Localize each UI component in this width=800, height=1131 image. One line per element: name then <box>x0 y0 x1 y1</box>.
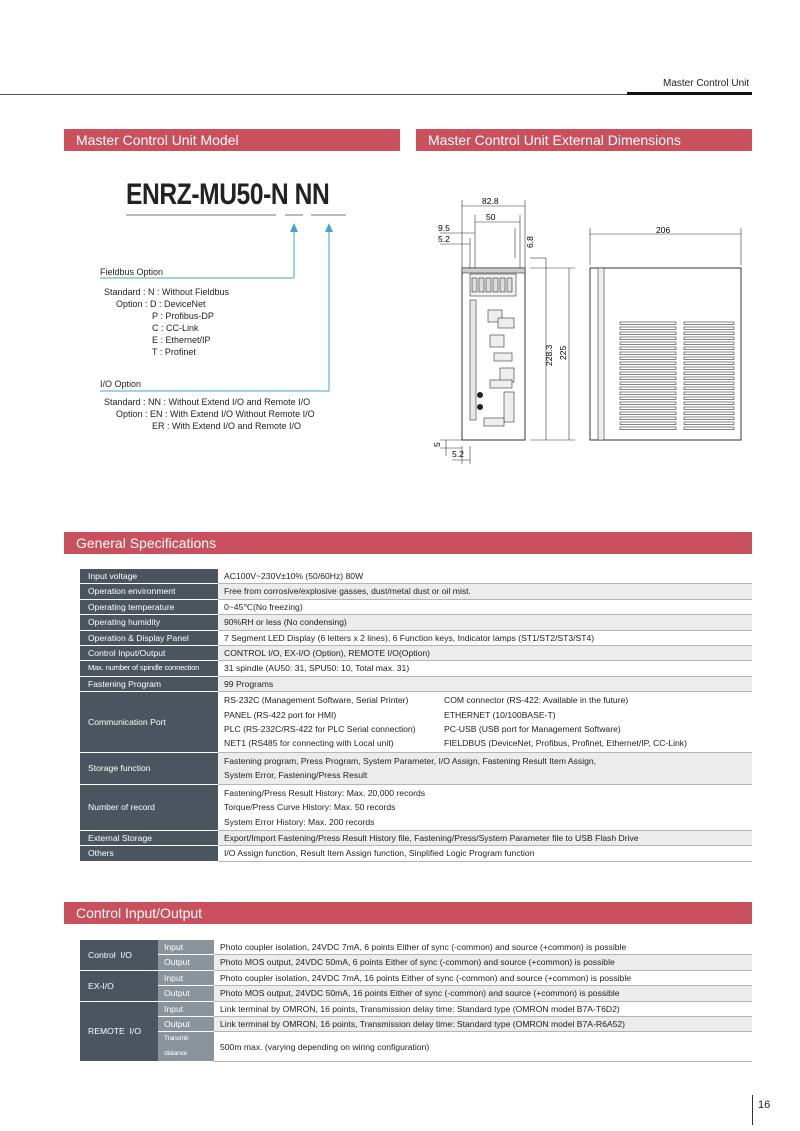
spec-value: 31 spindle (AU50: 31, SPU50: 10, Total max. 31) <box>218 661 752 676</box>
spec-label: Max. number of spindle connection <box>80 661 218 676</box>
table-row <box>80 646 752 661</box>
io-option-title: I/O Option <box>100 379 142 389</box>
table-row <box>80 692 752 753</box>
vent-slot <box>620 347 676 350</box>
dim-width-total: 82.8 <box>482 196 499 206</box>
vent-slot <box>620 352 676 355</box>
vent-slot <box>620 402 676 405</box>
spec-label: Control Input/Output <box>80 646 218 661</box>
dim-height-b: 225 <box>558 345 568 360</box>
vent-slot <box>620 322 676 325</box>
spec-label: External Storage <box>80 830 218 845</box>
vent-slot <box>684 422 734 425</box>
spec-label: Others <box>80 846 218 861</box>
comm-port-item: RS-232C (Management Software, Serial Printer) <box>224 695 409 706</box>
general-specs-title: General Specifications <box>64 532 752 554</box>
vent-slot <box>684 382 734 385</box>
vent-slot <box>684 357 734 360</box>
spec-label: Fastening Program <box>80 676 218 691</box>
spec-value: 0~45℃(No freezing) <box>218 599 752 614</box>
page-number: 16 <box>758 1099 771 1111</box>
model-code-base: ENRZ-MU50-N <box>126 178 289 211</box>
vent-slot <box>684 417 734 420</box>
spec-value <box>218 692 752 753</box>
vent-slot <box>684 352 734 355</box>
record-line: System Error History: Max. 200 records <box>224 816 375 827</box>
table-row <box>80 569 752 584</box>
table-row <box>80 630 752 645</box>
table-row <box>80 986 752 1001</box>
vent-slot <box>684 412 734 415</box>
vent-slot <box>620 327 676 330</box>
vent-slot <box>620 367 676 370</box>
spec-value: AC100V~230V±10% (50/60Hz) 80W <box>218 569 752 584</box>
vent-slot <box>620 422 676 425</box>
vent-slot <box>684 367 734 370</box>
vent-slot <box>684 392 734 395</box>
comm-port-item: COM connector (RS-422: Available in the future) <box>444 695 629 706</box>
spec-value: 90%RH or less (No condensing) <box>218 615 752 630</box>
io-sub-label: Output <box>158 986 214 1001</box>
io-value: Link terminal by OMRON, 16 points, Transmission delay time: Standard type (OMRON model B7A-R6A52) <box>214 1017 752 1032</box>
io-value: Photo coupler isolation, 24VDC 7mA, 16 points Either of sync (-common) and source (+common) is possible <box>214 970 752 985</box>
vent-slot <box>684 347 734 350</box>
io-group-label: Control I/O <box>80 940 158 970</box>
dim-height-a: 228.3 <box>544 344 554 366</box>
dim-offset-b: 5.2 <box>438 234 450 244</box>
vent-slot <box>684 337 734 340</box>
table-row <box>80 752 752 784</box>
table-row <box>80 830 752 845</box>
spec-value: 7 Segment LED Display (6 letters x 2 lines), 6 Function keys, Indicator lamps (ST1/ST2/ST3/ST4) <box>218 630 752 645</box>
vent-slot <box>684 362 734 365</box>
vent-slot <box>620 397 676 400</box>
vent-slot <box>684 407 734 410</box>
io-value: Photo coupler isolation, 24VDC 7mA, 6 points Either of sync (-common) and source (+common) is possible <box>214 940 752 955</box>
page-header-title: Master Control Unit <box>663 78 750 89</box>
fieldbus-option-title: Fieldbus Option <box>100 267 164 277</box>
dim-top: 6.8 <box>525 236 535 248</box>
vent-slot <box>620 342 676 345</box>
dimension-drawing <box>0 0 800 470</box>
io-sub-label: Transmit distance <box>158 1032 214 1062</box>
io-value: 500m max. (varying depending on wiring configuration) <box>214 1032 752 1062</box>
io-sub-label: Input <box>158 970 214 985</box>
dim-bottom-a: 5 <box>432 442 442 447</box>
model-section-title: Master Control Unit Model <box>64 129 400 151</box>
vent-slot <box>620 377 676 380</box>
table-row <box>80 955 752 970</box>
fieldbus-option-line: T : Profinet <box>152 347 196 357</box>
comm-port-item: PLC (RS-232C/RS-422 for PLC Serial connection) <box>224 724 416 735</box>
spec-value: Export/Import Fastening/Press Result History file, Fastening/Press/System Parameter file to USB Flash Drive <box>218 830 752 845</box>
vent-slot <box>684 322 734 325</box>
vent-slot <box>684 332 734 335</box>
io-group-label: REMOTE I/O <box>80 1001 158 1062</box>
control-io-table <box>80 940 752 1062</box>
table-row <box>80 940 752 955</box>
spec-label: Number of record <box>80 784 218 830</box>
spec-value: 99 Programs <box>218 676 752 691</box>
table-row <box>80 676 752 691</box>
vent-slot <box>684 377 734 380</box>
io-sub-label: Output <box>158 1017 214 1032</box>
io-sub-label: Input <box>158 1001 214 1016</box>
control-io-title: Control Input/Output <box>64 902 752 924</box>
spec-label: Operating temperature <box>80 599 218 614</box>
dim-offset-a: 9.5 <box>438 223 450 233</box>
vent-slot <box>620 337 676 340</box>
vent-slot <box>684 402 734 405</box>
dimensions-section-title: Master Control Unit External Dimensions <box>416 129 752 151</box>
storage-line: System Error, Fastening/Press Result <box>224 770 368 781</box>
vent-slot <box>620 412 676 415</box>
vent-slot <box>684 327 734 330</box>
record-line: Torque/Press Curve History: Max. 50 records <box>224 802 396 813</box>
fieldbus-option-line: Option : D : DeviceNet <box>116 299 206 309</box>
table-row <box>80 784 752 830</box>
vent-slot <box>620 387 676 390</box>
general-specs-table <box>80 569 752 862</box>
vent-slot <box>684 427 734 430</box>
comm-port-item: FIELDBUS (DeviceNet, Profibus, Profinet, Ethernet/IP, CC-Link) <box>444 738 687 749</box>
vent-slot <box>684 372 734 375</box>
vent-slot <box>684 387 734 390</box>
vent-slot <box>620 357 676 360</box>
vent-slot <box>620 372 676 375</box>
page-number-rule <box>752 1095 753 1125</box>
io-sub-label: Input <box>158 940 214 955</box>
io-group-label: EX-I/O <box>80 970 158 1001</box>
table-row <box>80 1032 752 1062</box>
vent-slot <box>620 417 676 420</box>
fieldbus-option-line: C : CC-Link <box>152 323 199 333</box>
model-code-suffix: NN <box>294 178 330 211</box>
table-row <box>80 584 752 599</box>
vent-slot <box>620 427 676 430</box>
spec-value: CONTROL I/O, EX-I/O (Option), REMOTE I/O(Option) <box>218 646 752 661</box>
io-value: Photo MOS output, 24VDC 50mA, 6 points Either of sync (-common) and source (+common) is possible <box>214 955 752 970</box>
spec-value <box>218 784 752 830</box>
table-row <box>80 846 752 861</box>
vent-slot <box>620 362 676 365</box>
spec-label: Communication Port <box>80 692 218 753</box>
spec-value <box>218 752 752 784</box>
record-line: Fastening/Press Result History: Max. 20,000 records <box>224 787 426 798</box>
io-value: Photo MOS output, 24VDC 50mA, 16 points Either of sync (-common) and source (+common) is possible <box>214 986 752 1001</box>
comm-port-item: PANEL (RS-422 port for HMI) <box>224 709 337 720</box>
vent-slot <box>684 342 734 345</box>
fieldbus-option-line: Standard : N : Without Fieldbus <box>104 287 230 297</box>
spec-label: Input voltage <box>80 569 218 584</box>
io-option-line: Standard : NN : Without Extend I/O and Remote I/O <box>104 397 311 407</box>
vent-slot <box>620 382 676 385</box>
spec-value: Free from corrosive/explosive gasses, dust/metal dust or oil mist. <box>218 584 752 599</box>
dim-width-body: 50 <box>486 212 496 222</box>
fieldbus-option-line: P : Profibus-DP <box>152 311 214 321</box>
io-option-line: Option : EN : With Extend I/O Without Remote I/O <box>116 409 315 419</box>
table-row <box>80 1001 752 1016</box>
vent-slot <box>620 407 676 410</box>
storage-line: Fastening program, Press Program, System Parameter, I/O Assign, Fastening Result Item Assign, <box>224 755 597 766</box>
spec-label: Operation & Display Panel <box>80 630 218 645</box>
table-row <box>80 599 752 614</box>
dim-depth: 206 <box>656 225 671 235</box>
vent-slot <box>620 332 676 335</box>
comm-port-item: PC-USB (USB port for Management Software) <box>444 724 621 735</box>
vent-slot <box>684 397 734 400</box>
io-sub-label: Output <box>158 955 214 970</box>
spec-value: I/O Assign function, Result Item Assign function, Sinplified Logic Program function <box>218 846 752 861</box>
spec-label: Operation environment <box>80 584 218 599</box>
spec-label: Storage function <box>80 752 218 784</box>
table-row <box>80 615 752 630</box>
table-row <box>80 1017 752 1032</box>
dim-bottom-b: 5.2 <box>452 449 464 459</box>
comm-port-item: NET1 (RS485 for connecting with Local unit) <box>224 738 394 749</box>
io-value: Link terminal by OMRON, 16 points, Transmission delay time: Standard type (OMRON model B7A-T6D2) <box>214 1001 752 1016</box>
fieldbus-option-line: E : Ethernet/IP <box>152 335 211 345</box>
table-row <box>80 661 752 676</box>
comm-port-item: ETHERNET (10/100BASE-T) <box>444 709 556 720</box>
table-row <box>80 970 752 985</box>
vent-slot <box>620 392 676 395</box>
io-option-line: ER : With Extend I/O and Remote I/O <box>152 421 302 431</box>
spec-label: Operating humidity <box>80 615 218 630</box>
